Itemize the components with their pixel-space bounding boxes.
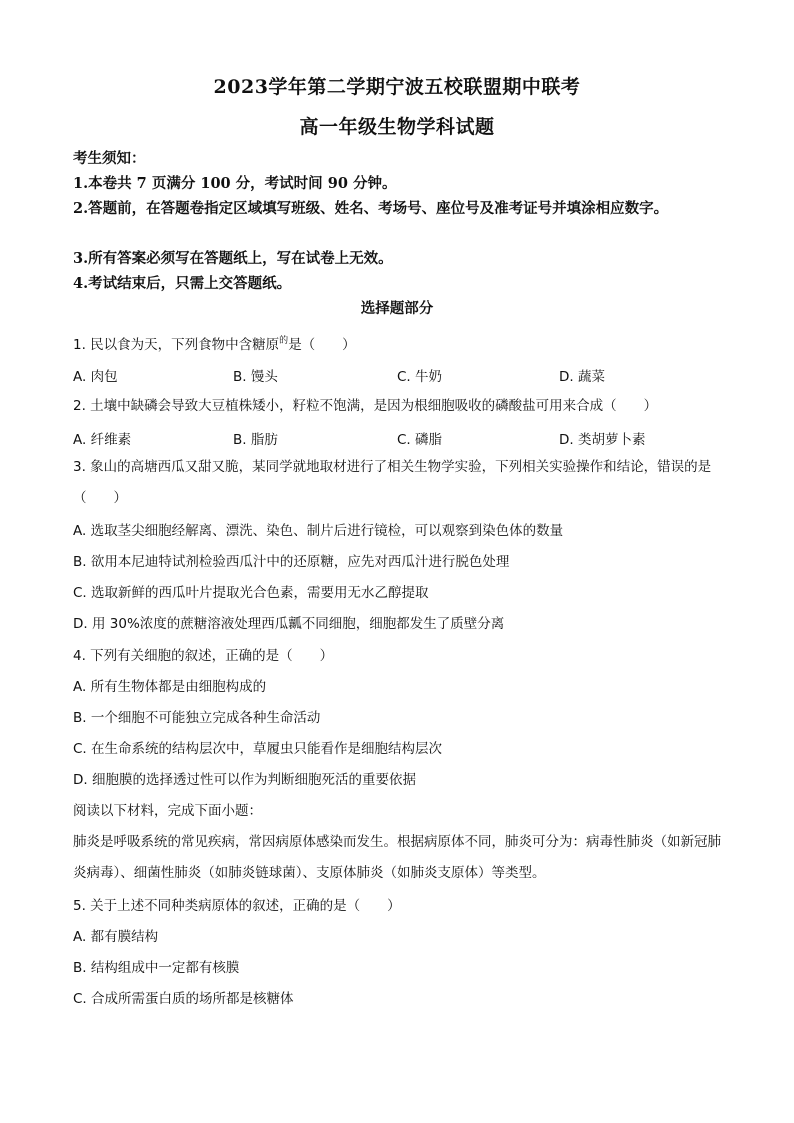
question-3-stem: 3. 象山的高塘西瓜又甜又脆，某同学就地取材进行了相关生物学实验，下列相关实验操作和结论，错误的是（ ） [73,459,712,506]
question-4-option-d: D. 细胞膜的选择透过性可以作为判断细胞死活的重要依据 [73,772,416,788]
question-5-option-c: C. 合成所需蛋白质的场所都是核糖体 [73,991,294,1007]
notice-item-4: 4.考试结束后，只需上交答题纸。 [73,275,292,292]
question-1-stem [73,331,729,355]
question-1-stem-text: 1. 民以食为天，下列食物中含糖原 [73,337,280,353]
material-intro: 阅读以下材料，完成下面小题： [73,803,262,819]
notice-item-1: 1.本卷共 7 页满分 100 分，考试时间 90 分钟。 [73,175,397,192]
section-title: 选择题部分 [360,300,434,317]
exam-title: 2023学年第二学期宁波五校联盟期中联考 [213,76,581,98]
question-1-option-c: C. 牛奶 [397,369,443,385]
question-2-option-c: C. 磷脂 [397,432,443,448]
question-4-option-b: B. 一个细胞不可能独立完成各种生命活动 [73,710,321,726]
notice-heading: 考生须知： [73,150,146,167]
question-2-option-b: B. 脂肪 [233,432,278,448]
material-text: 肺炎是呼吸系统的常见疾病，常因病原体感染而发生。根据病原体不同，肺炎可分为：病毒性肺炎（如新冠肺炎病毒）、细菌性肺炎（如肺炎链球菌）、支原体肺炎（如肺炎支原体）等类型。 [73,834,721,881]
question-4-option-c: C. 在生命系统的结构层次中，草履虫只能看作是细胞结构层次 [73,741,443,757]
notice-item-3: 3.所有答案必须写在答题纸上，写在试卷上无效。 [73,250,393,267]
question-5-option-b: B. 结构组成中一定都有核膜 [73,960,240,976]
question-1-stem-tail: 是（ ） [288,337,356,353]
question-5-stem: 5. 关于上述不同种类病原体的叙述，正确的是（ ） [73,898,401,914]
question-1-option-d: D. 蔬菜 [559,369,605,385]
question-3-option-d: D. 用 30%浓度的蔗糖溶液处理西瓜瓤不同细胞，细胞都发生了质壁分离 [73,616,505,632]
question-1-option-b: B. 馒头 [233,369,278,385]
question-3-option-b: B. 欲用本尼迪特试剂检验西瓜汁中的还原糖，应先对西瓜汁进行脱色处理 [73,554,510,570]
question-1-stem-superscript: 的 [279,336,289,346]
exam-subtitle: 高一年级生物学科试题 [299,116,495,138]
question-2-option-a: A. 纤维素 [73,432,132,448]
question-1-option-a: A. 肉包 [73,369,118,385]
question-4-option-a: A. 所有生物体都是由细胞构成的 [73,679,267,695]
question-2-option-d: D. 类胡萝卜素 [559,432,646,448]
question-3-option-c: C. 选取新鲜的西瓜叶片提取光合色素，需要用无水乙醇提取 [73,585,429,601]
question-2-options [73,428,729,448]
question-3-option-a: A. 选取茎尖细胞经解离、漂洗、染色、制片后进行镜检，可以观察到染色体的数量 [73,523,564,539]
question-1-options [73,365,729,385]
notice-item-2: 2.答题前，在答题卷指定区域填写班级、姓名、考场号、座位号及准考证号并填涂相应数字。 [73,200,669,217]
question-5-option-a: A. 都有膜结构 [73,929,159,945]
question-4-stem: 4. 下列有关细胞的叙述，正确的是（ ） [73,648,334,664]
question-2-stem: 2. 土壤中缺磷会导致大豆植株矮小，籽粒不饱满，是因为根细胞吸收的磷酸盐可用来合成（ ） [73,398,658,414]
